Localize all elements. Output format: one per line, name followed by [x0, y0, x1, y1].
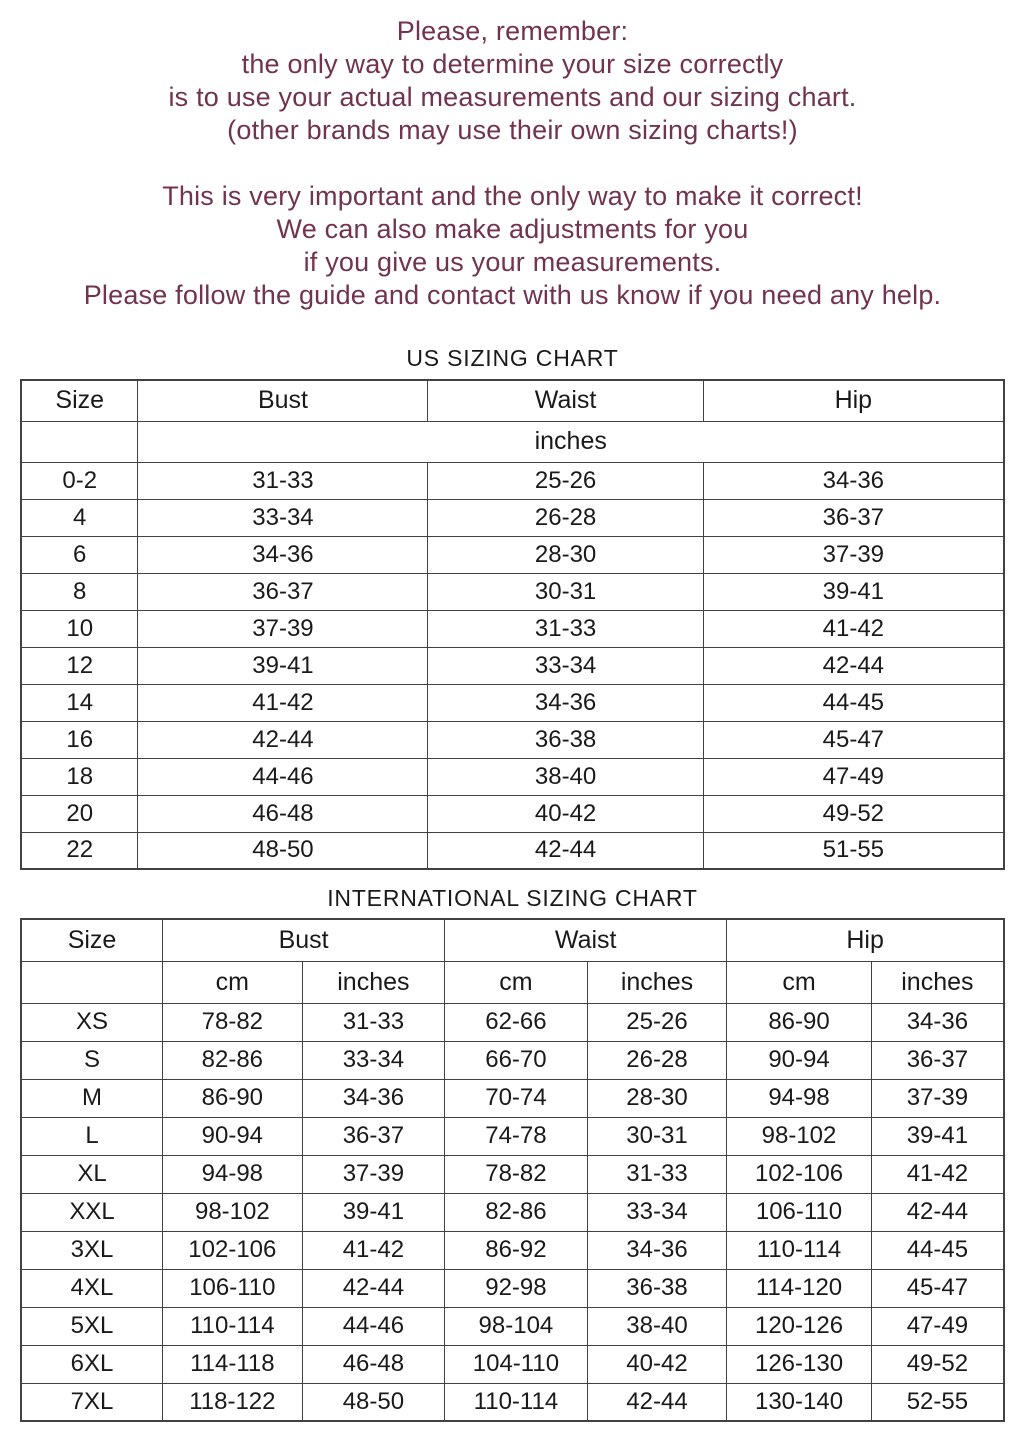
measurement-cell: 82-86 — [445, 1193, 588, 1231]
measurement-cell: 48-50 — [138, 832, 428, 869]
measurement-cell: 39-41 — [871, 1117, 1004, 1155]
measurement-cell: 36-37 — [302, 1117, 445, 1155]
measurement-cell: 114-120 — [727, 1269, 872, 1307]
measurement-cell: 33-34 — [587, 1193, 727, 1231]
table-row — [21, 536, 1004, 573]
table-row — [21, 1003, 1004, 1041]
measurement-cell: 36-37 — [871, 1041, 1004, 1079]
table-row — [21, 1117, 1004, 1155]
table-row — [21, 832, 1004, 869]
measurement-cell: 110-114 — [445, 1383, 588, 1421]
size-cell: 7XL — [21, 1383, 163, 1421]
intro-line-5: This is very important and the only way to make it correct! — [162, 181, 863, 211]
intl-unit-label-waist-inches: inches — [587, 961, 727, 1003]
measurement-cell: 42-44 — [428, 832, 703, 869]
table-row — [21, 1079, 1004, 1117]
measurement-cell: 86-90 — [163, 1079, 303, 1117]
measurement-cell: 45-47 — [703, 721, 1004, 758]
measurement-cell: 130-140 — [727, 1383, 872, 1421]
measurement-cell: 118-122 — [163, 1383, 303, 1421]
measurement-cell: 28-30 — [428, 536, 703, 573]
measurement-cell: 49-52 — [871, 1345, 1004, 1383]
table-row — [21, 1041, 1004, 1079]
us-column-header-bust: Bust — [138, 380, 428, 421]
measurement-cell: 114-118 — [163, 1345, 303, 1383]
table-row — [21, 1383, 1004, 1421]
size-cell: 14 — [21, 684, 138, 721]
measurement-cell: 37-39 — [703, 536, 1004, 573]
measurement-cell: 36-37 — [703, 499, 1004, 536]
measurement-cell: 44-46 — [302, 1307, 445, 1345]
measurement-cell: 74-78 — [445, 1117, 588, 1155]
measurement-cell: 25-26 — [428, 462, 703, 499]
intl-units-empty-cell — [21, 961, 163, 1003]
size-cell: M — [21, 1079, 163, 1117]
measurement-cell: 90-94 — [727, 1041, 872, 1079]
table-row — [21, 1345, 1004, 1383]
size-cell: 4XL — [21, 1269, 163, 1307]
table-row — [21, 1269, 1004, 1307]
us-chart-title: US SIZING CHART — [406, 345, 619, 371]
intro-line-4: (other brands may use their own sizing charts!) — [227, 115, 798, 145]
size-cell: 22 — [21, 832, 138, 869]
measurement-cell: 52-55 — [871, 1383, 1004, 1421]
measurement-cell: 110-114 — [727, 1231, 872, 1269]
intl-column-header-hip: Hip — [727, 919, 1004, 961]
intro-line-6: We can also make adjustments for you — [276, 214, 749, 244]
measurement-cell: 44-46 — [138, 758, 428, 795]
intl-column-header-bust: Bust — [163, 919, 445, 961]
table-row — [21, 647, 1004, 684]
measurement-cell: 30-31 — [428, 573, 703, 610]
measurement-cell: 86-92 — [445, 1231, 588, 1269]
measurement-cell: 42-44 — [871, 1193, 1004, 1231]
measurement-cell: 39-41 — [138, 647, 428, 684]
measurement-cell: 41-42 — [138, 684, 428, 721]
table-row — [21, 573, 1004, 610]
measurement-cell: 51-55 — [703, 832, 1004, 869]
measurement-cell: 102-106 — [163, 1231, 303, 1269]
us-column-header-size: Size — [21, 380, 138, 421]
measurement-cell: 33-34 — [302, 1041, 445, 1079]
measurement-cell: 26-28 — [587, 1041, 727, 1079]
size-cell: S — [21, 1041, 163, 1079]
measurement-cell: 40-42 — [587, 1345, 727, 1383]
size-cell: 8 — [21, 573, 138, 610]
measurement-cell: 110-114 — [163, 1307, 303, 1345]
measurement-cell: 98-102 — [727, 1117, 872, 1155]
intl-unit-label-hip-cm: cm — [727, 961, 872, 1003]
size-cell: 12 — [21, 647, 138, 684]
intl-unit-label-waist-cm: cm — [445, 961, 588, 1003]
table-row — [21, 721, 1004, 758]
intro-note — [20, 15, 1005, 312]
measurement-cell: 39-41 — [302, 1193, 445, 1231]
measurement-cell: 106-110 — [163, 1269, 303, 1307]
intl-chart-title: INTERNATIONAL SIZING CHART — [327, 885, 698, 911]
measurement-cell: 94-98 — [727, 1079, 872, 1117]
measurement-cell: 36-37 — [138, 573, 428, 610]
intro-line-3: is to use your actual measurements and our sizing chart. — [168, 82, 857, 112]
measurement-cell: 44-45 — [703, 684, 1004, 721]
measurement-cell: 46-48 — [302, 1345, 445, 1383]
table-row — [21, 1155, 1004, 1193]
measurement-cell: 42-44 — [302, 1269, 445, 1307]
table-row — [21, 795, 1004, 832]
table-row — [21, 462, 1004, 499]
size-cell: 10 — [21, 610, 138, 647]
measurement-cell: 78-82 — [445, 1155, 588, 1193]
table-row — [21, 758, 1004, 795]
size-cell: 18 — [21, 758, 138, 795]
table-row — [21, 1231, 1004, 1269]
measurement-cell: 36-38 — [428, 721, 703, 758]
size-cell: XL — [21, 1155, 163, 1193]
us-column-header-hip: Hip — [703, 380, 1004, 421]
measurement-cell: 126-130 — [727, 1345, 872, 1383]
table-row — [21, 1307, 1004, 1345]
us-units-label: inches — [138, 421, 1004, 462]
measurement-cell: 86-90 — [727, 1003, 872, 1041]
table-row — [21, 1193, 1004, 1231]
measurement-cell: 26-28 — [428, 499, 703, 536]
size-cell: 6XL — [21, 1345, 163, 1383]
measurement-cell: 46-48 — [138, 795, 428, 832]
size-cell: XS — [21, 1003, 163, 1041]
measurement-cell: 90-94 — [163, 1117, 303, 1155]
measurement-cell: 34-36 — [138, 536, 428, 573]
us-column-header-waist: Waist — [428, 380, 703, 421]
measurement-cell: 62-66 — [445, 1003, 588, 1041]
measurement-cell: 33-34 — [138, 499, 428, 536]
measurement-cell: 45-47 — [871, 1269, 1004, 1307]
measurement-cell: 41-42 — [871, 1155, 1004, 1193]
measurement-cell: 36-38 — [587, 1269, 727, 1307]
measurement-cell: 48-50 — [302, 1383, 445, 1421]
measurement-cell: 34-36 — [871, 1003, 1004, 1041]
intro-paragraph-2 — [20, 180, 1005, 312]
measurement-cell: 31-33 — [428, 610, 703, 647]
intl-unit-label-bust-inches: inches — [302, 961, 445, 1003]
intro-line-2: the only way to determine your size correctly — [241, 49, 784, 79]
us-header-row — [21, 380, 1004, 421]
intl-unit-label-hip-inches: inches — [871, 961, 1004, 1003]
measurement-cell: 49-52 — [703, 795, 1004, 832]
measurement-cell: 92-98 — [445, 1269, 588, 1307]
measurement-cell: 78-82 — [163, 1003, 303, 1041]
international-sizing-table — [20, 918, 1005, 1422]
measurement-cell: 31-33 — [587, 1155, 727, 1193]
measurement-cell: 98-102 — [163, 1193, 303, 1231]
table-row — [21, 684, 1004, 721]
measurement-cell: 37-39 — [138, 610, 428, 647]
size-cell: 16 — [21, 721, 138, 758]
measurement-cell: 34-36 — [428, 684, 703, 721]
measurement-cell: 38-40 — [428, 758, 703, 795]
measurement-cell: 37-39 — [302, 1155, 445, 1193]
measurement-cell: 41-42 — [302, 1231, 445, 1269]
measurement-cell: 98-104 — [445, 1307, 588, 1345]
measurement-cell: 39-41 — [703, 573, 1004, 610]
measurement-cell: 28-30 — [587, 1079, 727, 1117]
measurement-cell: 42-44 — [138, 721, 428, 758]
us-sizing-table — [20, 379, 1005, 870]
measurement-cell: 42-44 — [703, 647, 1004, 684]
table-row — [21, 610, 1004, 647]
measurement-cell: 70-74 — [445, 1079, 588, 1117]
size-cell: 4 — [21, 499, 138, 536]
measurement-cell: 37-39 — [871, 1079, 1004, 1117]
measurement-cell: 30-31 — [587, 1117, 727, 1155]
size-cell: XXL — [21, 1193, 163, 1231]
intro-paragraph-1 — [20, 15, 1005, 147]
intro-line-8: Please follow the guide and contact with us know if you need any help. — [83, 280, 942, 310]
size-cell: 5XL — [21, 1307, 163, 1345]
size-cell: 3XL — [21, 1231, 163, 1269]
table-row — [21, 499, 1004, 536]
measurement-cell: 104-110 — [445, 1345, 588, 1383]
measurement-cell: 106-110 — [727, 1193, 872, 1231]
size-cell: 0-2 — [21, 462, 138, 499]
measurement-cell: 31-33 — [302, 1003, 445, 1041]
intl-column-header-size: Size — [21, 919, 163, 961]
measurement-cell: 34-36 — [703, 462, 1004, 499]
measurement-cell: 25-26 — [587, 1003, 727, 1041]
measurement-cell: 41-42 — [703, 610, 1004, 647]
size-cell: 20 — [21, 795, 138, 832]
intl-units-row — [21, 961, 1004, 1003]
us-units-row — [21, 421, 1004, 462]
measurement-cell: 38-40 — [587, 1307, 727, 1345]
measurement-cell: 47-49 — [703, 758, 1004, 795]
intl-unit-label-bust-cm: cm — [163, 961, 303, 1003]
measurement-cell: 34-36 — [587, 1231, 727, 1269]
measurement-cell: 47-49 — [871, 1307, 1004, 1345]
measurement-cell: 33-34 — [428, 647, 703, 684]
measurement-cell: 120-126 — [727, 1307, 872, 1345]
intl-header-row — [21, 919, 1004, 961]
measurement-cell: 102-106 — [727, 1155, 872, 1193]
intro-line-1: Please, remember: — [396, 16, 629, 46]
intl-column-header-waist: Waist — [445, 919, 727, 961]
measurement-cell: 66-70 — [445, 1041, 588, 1079]
us-units-empty-cell — [21, 421, 138, 462]
measurement-cell: 44-45 — [871, 1231, 1004, 1269]
size-cell: 6 — [21, 536, 138, 573]
measurement-cell: 31-33 — [138, 462, 428, 499]
measurement-cell: 42-44 — [587, 1383, 727, 1421]
size-cell: L — [21, 1117, 163, 1155]
measurement-cell: 40-42 — [428, 795, 703, 832]
measurement-cell: 82-86 — [163, 1041, 303, 1079]
intro-line-7: if you give us your measurements. — [303, 247, 722, 277]
measurement-cell: 34-36 — [302, 1079, 445, 1117]
measurement-cell: 94-98 — [163, 1155, 303, 1193]
